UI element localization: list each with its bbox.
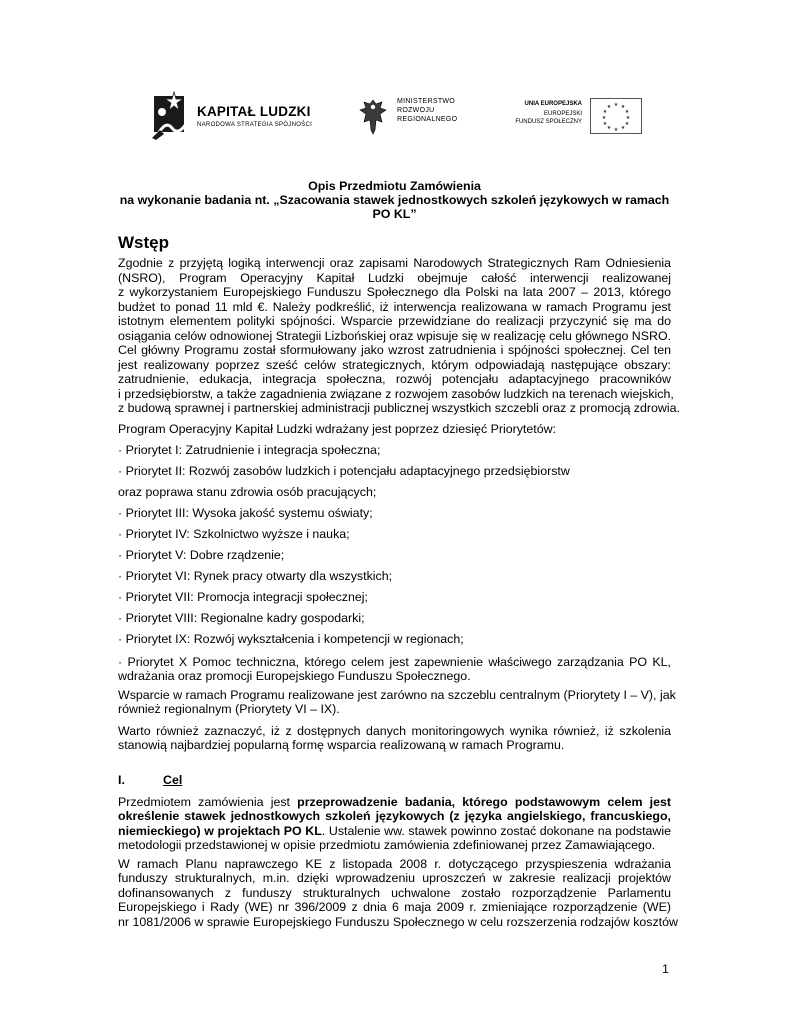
ministerstwo-line-3: REGIONALNEGO xyxy=(397,116,458,123)
goal-paragraph-line: określenie stawek jednostkowych szkoleń językowych (z języka angielskiego, francuskiego, xyxy=(118,809,671,823)
priority-item-continuation: oraz poprawa stanu zdrowia osób pracujących; xyxy=(118,485,377,499)
priority-item: · Priorytet VIII: Regionalne kadry gospodarki; xyxy=(118,611,365,625)
goal-text-bold: niemieckiego) w projektach PO KL xyxy=(118,824,322,838)
svg-text:★: ★ xyxy=(602,121,608,127)
note-paragraph-line: Warto również zaznaczyć, iż z dostępnych danych monitoringowych wynika również, iż szkolenia xyxy=(118,724,671,738)
svg-text:★: ★ xyxy=(620,125,626,131)
priorities-intro: Program Operacyjny Kapitał Ludzki wdrażany jest poprzez dziesięć Priorytetów: xyxy=(118,422,556,436)
intro-paragraph-line: Zgodnie z przyjętą logiką interwencji oraz zapisami Narodowych Strategicznych Ram Odniesienia xyxy=(118,256,671,270)
priority-item: · Priorytet IV: Szkolnictwo wyższe i nauka; xyxy=(118,527,350,541)
eagle-emblem-icon xyxy=(358,96,388,136)
svg-text:★: ★ xyxy=(613,102,619,108)
kapital-ludzki-subtitle: NARODOWA STRATEGIA SPÓJNOŚCI xyxy=(197,122,313,128)
priority-item: · Priorytet V: Dobre rządzenie; xyxy=(118,548,285,562)
ministerstwo-line-2: ROZWOJU xyxy=(397,107,435,114)
svg-text:★: ★ xyxy=(606,125,612,131)
plan-paragraph-line: dofinansowanych z funduszy strukturalnych uchwalone zostało rozporządzenie Parlamentu xyxy=(118,886,671,900)
ue-line-2: EUROPEJSKI xyxy=(543,111,582,117)
unia-europejska-text xyxy=(512,99,582,135)
intro-paragraph-line: (NSRO), Program Operacyjny Kapitał Ludzki obejmuje całość interwencji realizowanej xyxy=(118,271,671,285)
plan-paragraph-line: funduszy strukturalnych, m.in. dzięki wprowadzeniu uproszczeń w zakresie realizacji projektów xyxy=(118,871,671,885)
plan-paragraph-line: Europejskiego i Rady (WE) nr 396/2009 z dnia 6 maja 2009 r. zmieniające rozporządzenie (WE) xyxy=(118,900,671,914)
priority-item-continuation: wdrażania oraz promocji Europejskiego Funduszu Społecznego. xyxy=(118,669,471,683)
priority-item: · Priorytet IX: Rozwój wykształcenia i kompetencji w regionach; xyxy=(118,632,464,646)
goal-paragraph-line xyxy=(118,824,671,839)
priority-item: · Priorytet III: Wysoka jakość systemu oświaty; xyxy=(118,506,373,520)
ministerstwo-line-1: MINISTERSTWO xyxy=(397,98,456,105)
svg-text:★: ★ xyxy=(606,104,612,110)
kapital-ludzki-title: KAPITAŁ LUDZKI xyxy=(197,104,311,119)
intro-paragraph-line: budżet to ponad 11 mld €. Należy podkreślić, iż interwencja realizowana w ramach Programu jest xyxy=(118,300,671,314)
priority-item: · Priorytet X Pomoc techniczna, którego celem jest zapewnienie właściwego zarządzania PO KL, xyxy=(118,655,671,669)
svg-text:★: ★ xyxy=(624,121,630,127)
ministerstwo-logo xyxy=(358,96,498,138)
section-number: I. xyxy=(118,773,125,787)
support-paragraph-line: Wsparcie w ramach Programu realizowane jest zarówno na szczeblu centralnym (Priorytety I – V), jak xyxy=(118,688,676,702)
goal-text-normal: Przedmiotem zamówienia jest xyxy=(118,795,298,809)
intro-paragraph-line: i przedsiębiorstw, a także zagadnienia związane z rozwojem zasobów ludzkich na terenach wiejskich, xyxy=(118,387,674,401)
ue-line-1: UNIA EUROPEJSKA xyxy=(524,101,582,107)
kapital-ludzki-emblem-icon xyxy=(152,90,190,140)
note-paragraph-line: stanowią najbardziej popularną formę wsparcia realizowaną w ramach Programu. xyxy=(118,738,565,752)
document-subtitle-line-2: PO KL” xyxy=(372,207,417,221)
eu-flag-icon xyxy=(590,98,642,134)
goal-paragraph-line xyxy=(118,795,671,810)
document-title: Opis Przedmiotu Zamówienia xyxy=(308,179,481,193)
section-title: Cel xyxy=(163,773,183,787)
svg-text:★: ★ xyxy=(625,115,631,121)
intro-paragraph-line: istotnym elementem polityki spójności. Wsparcie przewidziane do realizacji przyczynić się ma do xyxy=(118,314,671,328)
goal-paragraph-line: metodologii przedstawionej w opisie przedmiotu zamówienia zdefiniowanej przez Zamawiającego. xyxy=(118,838,656,852)
svg-text:★: ★ xyxy=(620,104,626,110)
svg-text:★: ★ xyxy=(624,109,630,115)
goal-text-bold: przeprowadzenie badania, którego podstawowym celem jest xyxy=(297,795,671,809)
priority-item: · Priorytet VII: Promocja integracji społecznej; xyxy=(118,590,368,604)
priority-item: · Priorytet I: Zatrudnienie i integracja społeczna; xyxy=(118,443,381,457)
intro-paragraph-line: Cel główny Programu został sformułowany jako wzrost zatrudnienia i spójności społecznej. Cel ten xyxy=(118,343,671,357)
support-paragraph-line: również regionalnym (Priorytety VI – IX). xyxy=(118,702,340,716)
intro-paragraph-line: z budową sprawnej i partnerskiej administracji publicznej wszystkich szczebli oraz z promocją zdrowia. xyxy=(118,401,680,415)
goal-text-normal: . Ustalenie ww. stawek powinno zostać dokonane na podstawie xyxy=(321,824,671,838)
intro-paragraph-line: zatrudnienie, edukacja, integracja społeczna, rozwój potencjału adaptacyjnego pracowników xyxy=(118,372,671,386)
intro-paragraph-line: z wykorzystaniem Europejskiego Funduszu Społecznego dla Polski na lata 2007 – 2013, którego xyxy=(118,285,671,299)
document-subtitle-line-1: na wykonanie badania nt. „Szacowania stawek jednostkowych szkoleń językowych w ramach xyxy=(119,193,670,207)
plan-paragraph-line: nr 1081/2006 w sprawie Europejskiego Funduszu Społecznego w celu rozszerzenia rodzajów kosztów xyxy=(118,915,678,929)
svg-text:★: ★ xyxy=(602,109,608,115)
ue-line-3: FUNDUSZ SPOŁECZNY xyxy=(515,119,582,125)
priority-item: · Priorytet VI: Rynek pracy otwarty dla wszystkich; xyxy=(118,569,393,583)
priority-item: · Priorytet II: Rozwój zasobów ludzkich i potencjału adaptacyjnego przedsiębiorstw xyxy=(118,464,570,478)
intro-heading: Wstęp xyxy=(118,233,169,252)
svg-text:★: ★ xyxy=(613,127,619,133)
page-number: 1 xyxy=(662,962,669,976)
intro-paragraph-line: osiągania celów odnowionej Strategii Lizbońskiej oraz wpisuje się w realizację celu głównego NSRO. xyxy=(118,329,672,343)
plan-paragraph-line: W ramach Planu naprawczego KE z listopada 2008 r. dotyczącego przyspieszenia wdrażania xyxy=(118,857,671,871)
svg-text:★: ★ xyxy=(601,115,607,121)
intro-paragraph-line: jest realizowany poprzez sześć celów strategicznych, którym odpowiadają następujące obszary: xyxy=(118,358,671,372)
kapital-ludzki-logo xyxy=(152,90,322,140)
